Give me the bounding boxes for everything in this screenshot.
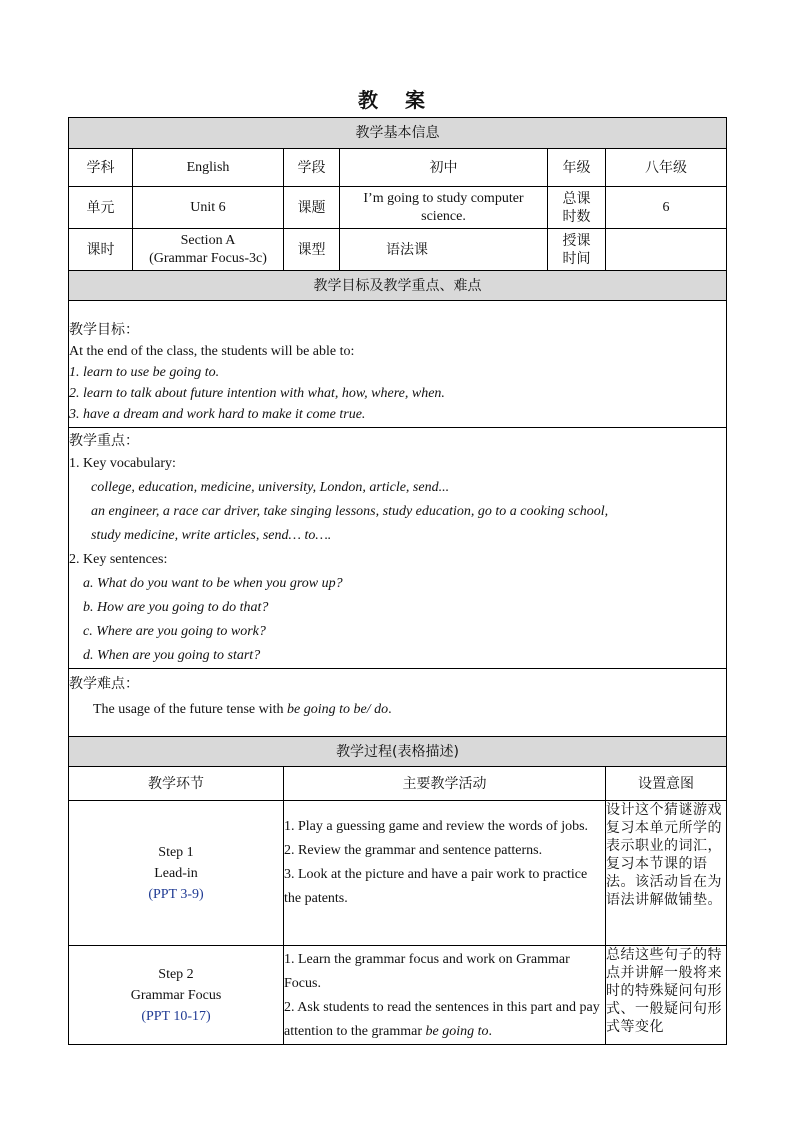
difficulty-title: 教学难点： <box>69 676 139 692</box>
step-2-intent: 总结这些句子的特点并讲解一般将来时的特殊疑问句形式、一般疑问句形式等变化 <box>606 946 727 1045</box>
difficulty-text-italic: be going to be/ do <box>287 702 389 717</box>
step-1-name: Step 1 <box>158 844 194 860</box>
teaching-goals-title: 教学目标： <box>69 322 139 338</box>
teaching-time-label-line-2: 时间 <box>562 250 591 267</box>
activity-item: 1. Learn the grammar focus and work on Grammar Focus. <box>284 952 570 991</box>
topic-value <box>340 187 548 229</box>
topic-value-line-1: I’m going to study computer <box>363 190 524 206</box>
goal-item: 3. have a dream and work hard to make it come true. <box>69 407 366 422</box>
process-header: 教学过程(表格描述) <box>69 737 727 767</box>
step-1-ppt: (PPT 3-9) <box>148 886 204 902</box>
activity-2-text: 2. Ask students to read the sentences in this part and pay attention to the grammar <box>284 1000 600 1039</box>
grade-label: 年级 <box>548 149 606 187</box>
teaching-time-value <box>606 229 727 271</box>
activity-2-end: . <box>488 1024 493 1039</box>
activity-2-italic: be going to <box>425 1024 489 1039</box>
period-value <box>133 229 284 271</box>
key-sentence: d. When are you going to start? <box>83 648 261 663</box>
activity-item-2 <box>284 996 605 1044</box>
topic-label: 课题 <box>284 187 340 229</box>
period-label: 课时 <box>69 229 133 271</box>
total-periods-label-line-1: 总课 <box>562 190 591 207</box>
step-1-sub: Lead-in <box>154 865 198 881</box>
unit-value: Unit 6 <box>133 187 284 229</box>
document-title: 教 案 <box>358 88 435 112</box>
topic-value-line-2: science. <box>421 208 466 224</box>
activity-item: 1. Play a guessing game and review the words of jobs. <box>284 819 589 834</box>
stage-label: 学段 <box>284 149 340 187</box>
subject-value: English <box>133 149 284 187</box>
period-value-line-2: (Grammar Focus-3c) <box>149 250 267 266</box>
vocabulary-line: college, education, medicine, university, London, article, send... <box>91 480 450 495</box>
col-intent-header: 设置意图 <box>606 767 727 801</box>
difficulty-text <box>69 695 726 725</box>
unit-label: 单元 <box>69 187 133 229</box>
period-value-line-1: Section A <box>180 232 236 248</box>
step-2-activities <box>284 946 606 1045</box>
activity-item: 2. Review the grammar and sentence patterns. <box>284 843 543 858</box>
step-2-ppt: (PPT 10-17) <box>141 1008 211 1024</box>
col-activity-header: 主要教学活动 <box>284 767 606 801</box>
step-1-intent: 设计这个猜谜游戏复习本单元所学的表示职业的词汇，复习本节课的语法。该活动旨在为语法讲解做铺垫。 <box>606 801 727 946</box>
key-sentence: c. Where are you going to work? <box>83 624 266 639</box>
goal-item: 1. learn to use be going to. <box>69 365 220 380</box>
step-1-activities <box>284 801 606 946</box>
key-sentence: b. How are you going to do that? <box>83 600 269 615</box>
teaching-time-label-line-1: 授课 <box>562 232 591 249</box>
difficulty-cell <box>69 669 727 737</box>
teaching-goals-cell <box>69 301 727 428</box>
total-periods-label-line-2: 时数 <box>562 208 591 225</box>
step-2-sub: Grammar Focus <box>130 987 222 1003</box>
step-2-name: Step 2 <box>158 966 194 982</box>
teaching-time-label <box>548 229 606 271</box>
col-step-header: 教学环节 <box>69 767 284 801</box>
step-2-cell <box>69 946 284 1045</box>
key-points-title: 教学重点： <box>69 433 139 449</box>
vocabulary-line: study medicine, write articles, send… to…. <box>91 528 332 543</box>
grade-value: 八年级 <box>606 149 727 187</box>
total-periods-value: 6 <box>606 187 727 229</box>
subject-label: 学科 <box>69 149 133 187</box>
key-points-cell <box>69 428 727 669</box>
type-value: 语法课 <box>340 229 548 271</box>
total-periods-label <box>548 187 606 229</box>
stage-value: 初中 <box>340 149 548 187</box>
key-sentences-title: 2. Key sentences: <box>69 552 168 567</box>
lesson-plan-table <box>68 117 727 1045</box>
key-vocabulary-title: 1. Key vocabulary: <box>69 456 176 471</box>
difficulty-text-main: The usage of the future tense with <box>93 702 287 717</box>
type-label: 课型 <box>284 229 340 271</box>
difficulty-text-end: . <box>388 702 392 717</box>
vocabulary-line: an engineer, a race car driver, take singing lessons, study education, go to a cooking school, <box>91 504 609 519</box>
goals-intro: At the end of the class, the students will be able to: <box>69 344 355 359</box>
objectives-header: 教学目标及教学重点、难点 <box>69 271 727 301</box>
key-sentence: a. What do you want to be when you grow up? <box>83 576 343 591</box>
goal-item: 2. learn to talk about future intention with what, how, where, when. <box>69 386 445 401</box>
basic-info-header: 教学基本信息 <box>69 118 727 149</box>
step-1-cell <box>69 801 284 946</box>
activity-item: 3. Look at the picture and have a pair work to practice the patents. <box>284 867 588 906</box>
